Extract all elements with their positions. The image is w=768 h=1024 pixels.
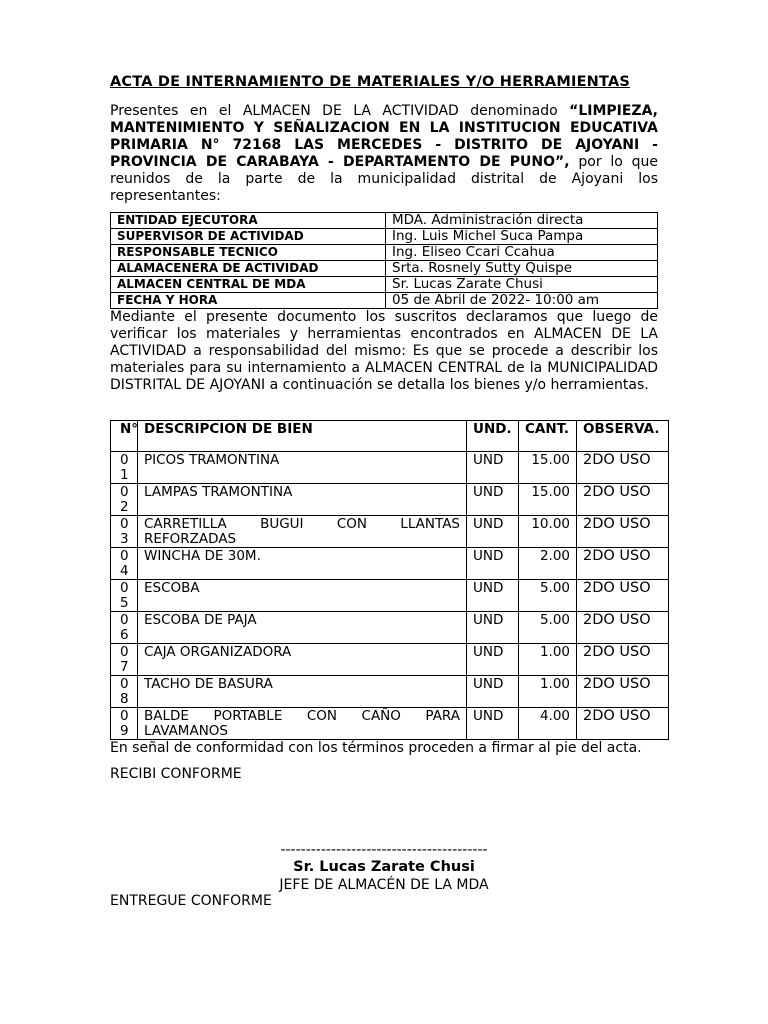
document-title: ACTA DE INTERNAMIENTO DE MATERIALES Y/O HERRAMIENTAS xyxy=(110,74,631,90)
item-observation: 2DO USO xyxy=(577,644,669,676)
info-key: SUPERVISOR DE ACTIVIDAD xyxy=(111,229,386,245)
item-number: 06 xyxy=(111,612,138,644)
table-row xyxy=(111,644,669,676)
info-key: ENTIDAD EJECUTORA xyxy=(111,213,386,229)
item-quantity: 15.00 xyxy=(519,452,577,484)
header-number: N° xyxy=(111,421,138,452)
info-row xyxy=(111,277,658,293)
header-quantity: CANT. xyxy=(519,421,577,452)
item-quantity: 15.00 xyxy=(519,484,577,516)
item-number: 08 xyxy=(111,676,138,708)
representatives-table xyxy=(110,212,658,309)
item-unit: UND xyxy=(467,452,519,484)
signature-line: ----------------------------------------- xyxy=(280,842,488,858)
item-number: 02 xyxy=(111,484,138,516)
info-value: 05 de Abril de 2022- 10:00 am xyxy=(386,293,658,309)
info-row xyxy=(111,293,658,309)
signer-role: JEFE DE ALMACÉN DE LA MDA xyxy=(279,877,489,893)
received-label: RECIBI CONFORME xyxy=(110,766,242,782)
item-description: TACHO DE BASURA xyxy=(138,676,467,708)
table-row xyxy=(111,676,669,708)
table-row xyxy=(111,516,669,548)
info-row xyxy=(111,245,658,261)
item-unit: UND xyxy=(467,548,519,580)
items-header-row xyxy=(111,421,669,452)
item-unit: UND xyxy=(467,708,519,740)
item-observation: 2DO USO xyxy=(577,452,669,484)
item-number: 04 xyxy=(111,548,138,580)
table-row xyxy=(111,580,669,612)
item-description: CARRETILLA BUGUI CON LLANTAS REFORZADAS xyxy=(138,516,467,548)
info-key: ALAMACENERA DE ACTIVIDAD xyxy=(111,261,386,277)
intro-paragraph xyxy=(110,103,658,205)
conformity-text: En señal de conformidad con los términos proceden a firmar al pie del acta. xyxy=(110,740,642,756)
item-quantity: 2.00 xyxy=(519,548,577,580)
intro-text-post: por lo que reunidos de la parte de la municipalidad distrital de Ajoyani los representantes: xyxy=(110,154,658,204)
signer-name: Sr. Lucas Zarate Chusi xyxy=(293,859,475,875)
item-observation: 2DO USO xyxy=(577,484,669,516)
item-observation: 2DO USO xyxy=(577,548,669,580)
item-description: LAMPAS TRAMONTINA xyxy=(138,484,467,516)
item-unit: UND xyxy=(467,676,519,708)
activity-name: “LIMPIEZA, MANTENIMIENTO Y SEÑALIZACION EN LA INSTITUCION EDUCATIVA PRIMARIA N° 72168 LAS MERCEDES - DISTRITO DE AJOYANI - PROVINCIA DE CARABAYA - DEPARTAMENTO DE PUNO”, xyxy=(110,103,658,170)
signature-block xyxy=(110,842,658,894)
item-quantity: 5.00 xyxy=(519,612,577,644)
header-unit: UND. xyxy=(467,421,519,452)
info-value: Srta. Rosnely Sutty Quispe xyxy=(386,261,658,277)
item-description: ESCOBA xyxy=(138,580,467,612)
table-row xyxy=(111,612,669,644)
items-table xyxy=(110,420,669,740)
item-observation: 2DO USO xyxy=(577,676,669,708)
info-row xyxy=(111,229,658,245)
item-unit: UND xyxy=(467,644,519,676)
item-quantity: 4.00 xyxy=(519,708,577,740)
header-description: DESCRIPCION DE BIEN xyxy=(138,421,467,452)
item-number: 09 xyxy=(111,708,138,740)
item-description: WINCHA DE 30M. xyxy=(138,548,467,580)
info-value: MDA. Administración directa xyxy=(386,213,658,229)
item-quantity: 5.00 xyxy=(519,580,577,612)
declaration-paragraph: Mediante el presente documento los suscritos declaramos que luego de verificar los materiales y herramientas encontrados en ALMACEN DE LA ACTIVIDAD a responsabilidad del mismo: Es que se procede a describir los materiales para su internamiento a ALMACEN CENTRAL de la MUNICIPALIDAD DISTRITAL DE AJOYANI a continuación se detalla los bienes y/o herramientas. xyxy=(110,309,658,393)
items-section xyxy=(110,420,668,783)
table-row xyxy=(111,452,669,484)
intro-text-pre: Presentes en el ALMACEN DE LA ACTIVIDAD denominado xyxy=(110,103,570,119)
item-quantity: 1.00 xyxy=(519,644,577,676)
item-unit: UND xyxy=(467,580,519,612)
item-description: PICOS TRAMONTINA xyxy=(138,452,467,484)
info-key: ALMACEN CENTRAL DE MDA xyxy=(111,277,386,293)
document-page xyxy=(110,74,658,394)
item-unit: UND xyxy=(467,612,519,644)
item-unit: UND xyxy=(467,516,519,548)
item-description: ESCOBA DE PAJA xyxy=(138,612,467,644)
info-value: Sr. Lucas Zarate Chusi xyxy=(386,277,658,293)
delivered-label: ENTREGUE CONFORME xyxy=(110,893,272,909)
item-observation: 2DO USO xyxy=(577,708,669,740)
item-description: CAJA ORGANIZADORA xyxy=(138,644,467,676)
item-number: 07 xyxy=(111,644,138,676)
item-quantity: 1.00 xyxy=(519,676,577,708)
header-observation: OBSERVA. xyxy=(577,421,669,452)
table-row xyxy=(111,548,669,580)
info-row xyxy=(111,213,658,229)
item-observation: 2DO USO xyxy=(577,612,669,644)
table-row xyxy=(111,484,669,516)
item-observation: 2DO USO xyxy=(577,580,669,612)
item-number: 03 xyxy=(111,516,138,548)
item-unit: UND xyxy=(467,484,519,516)
item-quantity: 10.00 xyxy=(519,516,577,548)
info-value: Ing. Luis Michel Suca Pampa xyxy=(386,229,658,245)
info-value: Ing. Eliseo Ccari Ccahua xyxy=(386,245,658,261)
item-observation: 2DO USO xyxy=(577,516,669,548)
item-number: 05 xyxy=(111,580,138,612)
info-row xyxy=(111,261,658,277)
table-row xyxy=(111,708,669,740)
info-key: FECHA Y HORA xyxy=(111,293,386,309)
info-key: RESPONSABLE TECNICO xyxy=(111,245,386,261)
item-number: 01 xyxy=(111,452,138,484)
item-description: BALDE PORTABLE CON CAÑO PARA LAVAMANOS xyxy=(138,708,467,740)
